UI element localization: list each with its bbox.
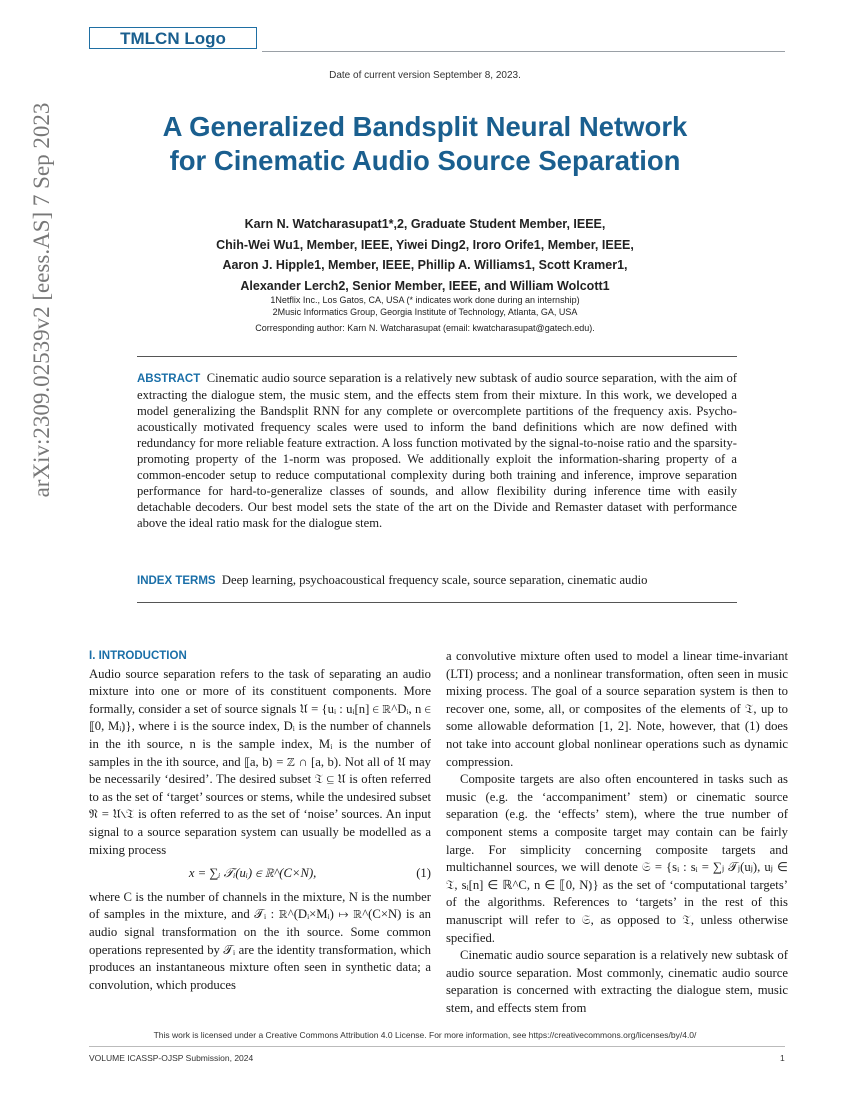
body-paragraph: a convolutive mixture often used to model a linear time-invariant (LTI) process; and a nonlinear transformation, often seen in music mixing process. The goal of a source separation system is then to recover one, some, all, or composites of the elements of 𝔗, up to some allowable deformation [1, 2]. Note, however, that (1) does not take into account global nonlinear operations such as dynamic compression. bbox=[446, 649, 788, 769]
index-terms-label: INDEX TERMS bbox=[137, 575, 216, 587]
author-line: Karn N. Watcharasupat1*,2, Graduate Student Member, IEEE, bbox=[244, 217, 606, 231]
equation-1 bbox=[89, 865, 431, 883]
abstract-bottom-rule bbox=[137, 602, 737, 603]
arxiv-identifier: arXiv:2309.02539v2 [eess.AS] 7 Sep 2023 bbox=[29, 102, 54, 498]
header-rule bbox=[262, 51, 785, 52]
license-notice: This work is licensed under a Creative Commons Attribution 4.0 License. For more information, see https://creativecommons.org/licenses/by/4.0/ bbox=[153, 1030, 697, 1040]
abstract bbox=[137, 370, 737, 531]
corresponding-author: Corresponding author: Karn N. Watcharasupat (email: kwatcharasupat@gatech.edu). bbox=[255, 323, 595, 333]
version-date: Date of current version September 8, 2023. bbox=[329, 70, 521, 81]
body-paragraph: Audio source separation refers to the task of separating an audio mixture into one or more of its constituent components. More formally, consider a set of source signals 𝔘 = {uᵢ : uᵢ[n] ∈ ℝ^Dᵢ, n ∈ ⟦0, Mᵢ⦆}, where i is the source index, Dᵢ is the number of channels in the ith source, n is the sample index, Mᵢ is the number of samples in the ith source, and ⟦a, b⦆ = ℤ ∩ [a, b). Not all of 𝔘 may be necessarily ‘desired’. The desired subset 𝔗 ⊆ 𝔘 is often referred to as the set of ‘target’ sources or stems, while the undesired subset 𝔑 = 𝔘∖𝔗 is often referred to as the set of ‘noise’ sources. An input signal to a source separation system can usually be modelled as a mixing process bbox=[89, 666, 431, 857]
author-list bbox=[120, 214, 730, 296]
index-terms bbox=[137, 572, 737, 589]
venue-line: VOLUME ICASSP-OJSP Submission, 2024 bbox=[89, 1053, 254, 1063]
affiliation-line: 1Netflix Inc., Los Gatos, CA, USA (* indicates work done during an internship) bbox=[270, 295, 580, 305]
affiliations bbox=[150, 294, 700, 318]
affiliation-line: 2Music Informatics Group, Georgia Institute of Technology, Atlanta, GA, USA bbox=[272, 307, 578, 317]
abstract-text: Cinematic audio source separation is a relatively new subtask of audio source separation, with the aim of extracting the dialogue stem, the music stem, and the effects stem from their mixture. In this work, we developed a model generalizing the Bandsplit RNN for any complete or overcomplete partitions of the frequency axis. Psycho-acoustically motivated frequency scales were used to inform the band definitions which are now defined with redundancy for more reliable feature extraction. A loss function motivated by the signal-to-noise ratio and the sparsity-promoting property of the 1-norm was proposed. We additionally exploit the information-sharing property of a common-encoder setup to reduce computational complexity during both training and inference, improve separation performance for hard-to-generalize classes of sounds, and allow flexibility during inference time with easily detachable decoders. Our best model sets the state of the art on the Divide and Remaster dataset with performance above the ideal ratio mask for the dialogue stem. bbox=[137, 371, 738, 530]
index-terms-text: Deep learning, psychoacoustical frequency scale, source separation, cinematic audio bbox=[221, 573, 648, 587]
page-number: 1 bbox=[780, 1053, 785, 1063]
abstract-label: ABSTRACT bbox=[137, 373, 201, 385]
section-heading: I. INTRODUCTION bbox=[89, 650, 187, 662]
right-column bbox=[446, 648, 788, 1017]
equation-number: (1) bbox=[416, 866, 431, 881]
journal-logo: TMLCN Logo bbox=[89, 27, 257, 49]
author-line: Alexander Lerch2, Senior Member, IEEE, and William Wolcott1 bbox=[240, 278, 610, 293]
body-paragraph: Composite targets are also often encountered in tasks such as music (e.g. the ‘accompaniment’ stem) or cinematic source separation (e.g. the ‘effects’ stem), where the true number of component stems a composite target may contain can be fairly large. For simplicity concerning composite targets and multichannel sources, we will denote 𝔖 = {sᵢ : sᵢ = ∑ⱼ 𝒯ⱼ(uⱼ), uⱼ ∈ 𝔗, sᵢ[n] ∈ ℝ^C, n ∈ ⟦0, N⦆} as the set of ‘computational targets’ of the algorithms. References to ‘targets’ in the rest of this manuscript will refer to 𝔖, as opposed to 𝔗, unless otherwise specified. bbox=[446, 772, 788, 945]
author-line: Aaron J. Hipple1, Member, IEEE, Phillip A. Williams1, Scott Kramer1, bbox=[222, 258, 628, 272]
abstract-top-rule bbox=[137, 356, 737, 357]
author-line: Chih-Wei Wu1, Member, IEEE, Yiwei Ding2, Iroro Orife1, Member, IEEE, bbox=[216, 237, 634, 252]
footer-rule bbox=[89, 1046, 785, 1047]
body-paragraph: where C is the number of channels in the mixture, N is the number of samples in the mixture, and 𝒯ᵢ : ℝ^(Dᵢ×Mᵢ) ↦ ℝ^(C×N) is an audio signal transformation on the ith source. Some common operations represented by 𝒯ᵢ are the identity transformation, which produces an instantaneous mixture often seen in synthetic data; a convolution, which produces bbox=[89, 889, 431, 992]
paper-title: A Generalized Bandsplit Neural Network for Cinematic Audio Source Separation bbox=[162, 111, 688, 176]
equation-body: x = ∑ᵢ 𝒯ᵢ(uᵢ) ∈ ℝ^(C×N), bbox=[188, 866, 317, 881]
left-column bbox=[89, 648, 431, 994]
body-paragraph: Cinematic audio source separation is a relatively new subtask of audio source separation. Most commonly, cinematic audio source separation is concerned with extracting the dialogue stem, music stem, and effects stem from bbox=[446, 948, 788, 1015]
